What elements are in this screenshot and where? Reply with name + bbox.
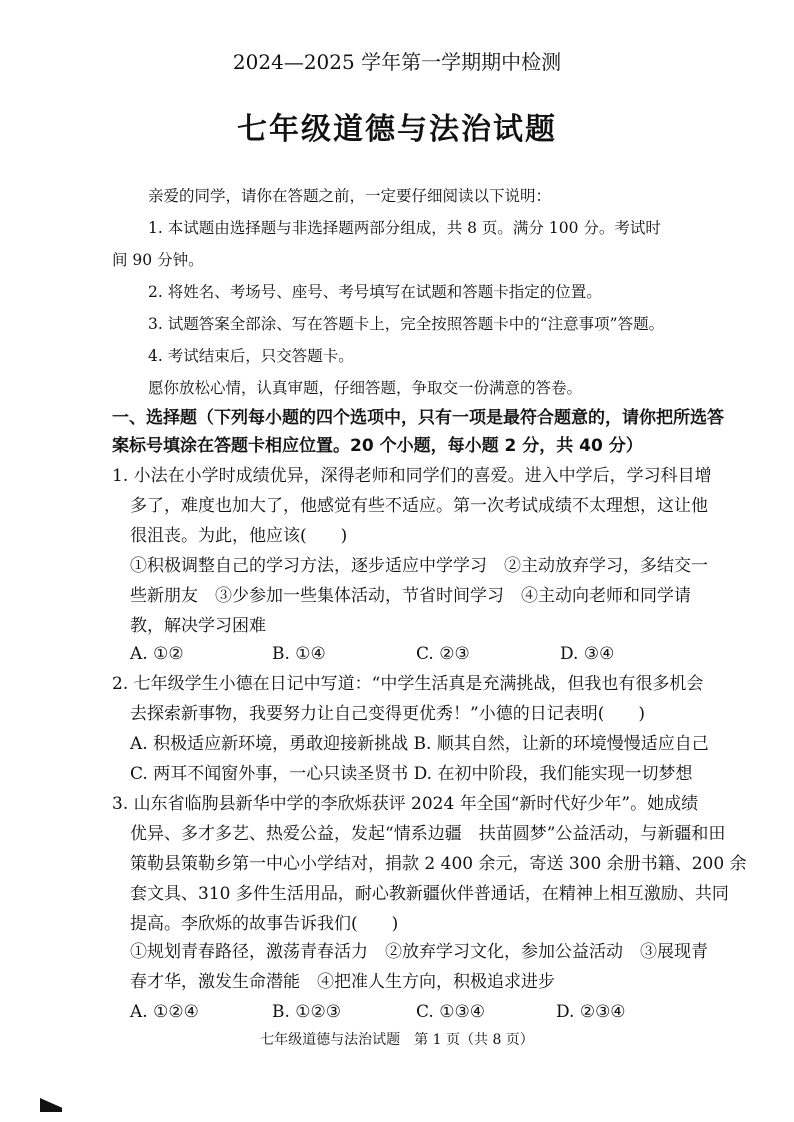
question-3-statements-line-2: 春才华，激发生命潜能 ④把准人生方向，积极追求进步 xyxy=(130,972,555,992)
question-1-option-a: A. ①② xyxy=(130,644,184,664)
question-2-line-2: 去探索新事物，我要努力让自己变得更优秀！”小德的日记表明( ) xyxy=(130,704,645,724)
question-1-option-b: B. ①④ xyxy=(272,644,326,664)
exam-term-header: 2024—2025 学年第一学期期中检测 xyxy=(232,50,562,74)
instructions-greeting: 亲爱的同学，请你在答题之前，一定要仔细阅读以下说明： xyxy=(148,187,552,205)
question-1-statements-line-2: 些新朋友 ③少参加一些集体活动，节省时间学习 ④主动向老师和同学请 xyxy=(130,586,691,606)
question-1-option-c: C. ②③ xyxy=(416,644,470,664)
instruction-1-line-1: 1. 本试题由选择题与非选择题两部分组成，共 8 页。满分 100 分。考试时 xyxy=(148,219,661,237)
question-1-option-d: D. ③④ xyxy=(560,644,615,664)
question-3-option-d: D. ②③④ xyxy=(556,1002,626,1022)
exam-title: 七年级道德与法治试题 xyxy=(237,112,557,147)
instruction-2: 2. 将姓名、考场号、座号、考号填写在试题和答题卡指定的位置。 xyxy=(148,283,602,301)
instruction-4: 4. 考试结束后，只交答题卡。 xyxy=(148,347,354,365)
question-2-line-1: 2. 七年级学生小德在日记中写道：“中学生活真是充满挑战，但我也有很多机会 xyxy=(112,674,704,694)
question-3-line-5: 提高。李欣烁的故事告诉我们( ) xyxy=(130,914,399,934)
question-3-option-b: B. ①②③ xyxy=(272,1002,342,1022)
question-1-statements-line-3: 教，解决学习困难 xyxy=(130,616,266,636)
question-3-option-c: C. ①③④ xyxy=(416,1002,485,1022)
instruction-1-line-2: 间 90 分钟。 xyxy=(112,251,204,269)
question-3-line-3: 策勒县策勒乡第一中心小学结对，捐款 2 400 余元，寄送 300 余册书籍、200 余 xyxy=(130,854,747,874)
question-1-line-2: 多了，难度也加大了，他感觉有些不适应。第一次考试成绩不太理想，这让他 xyxy=(130,496,708,516)
question-1-line-1: 1. 小法在小学时成绩优异，深得老师和同学们的喜爱。进入中学后，学习科目增 xyxy=(112,466,712,486)
question-3-statements-line-1: ①规划青春路径，激荡青春活力 ②放弃学习文化，参加公益活动 ③展现青 xyxy=(130,942,708,962)
scan-corner-mark xyxy=(40,1098,62,1112)
question-2-options-line-2: C. 两耳不闻窗外事，一心只读圣贤书 D. 在初中阶段，我们能实现一切梦想 xyxy=(130,764,693,784)
question-1-statements-line-1: ①积极调整自己的学习方法，逐步适应中学学习 ②主动放弃学习，多结交一 xyxy=(130,556,708,576)
question-3-line-2: 优异、多才多艺、热爱公益，发起“情系边疆 扶苗圆梦”公益活动，与新疆和田 xyxy=(130,824,726,844)
question-1-line-3: 很沮丧。为此，他应该( ) xyxy=(130,526,348,546)
question-2-options-line-1: A. 积极适应新环境，勇敢迎接新挑战 B. 顺其自然，让新的环境慢慢适应自己 xyxy=(130,734,709,754)
question-3-line-4: 套文具、310 多件生活用品，耐心教新疆伙伴普通话，在精神上相互激励、共同 xyxy=(130,884,729,904)
question-3-line-1: 3. 山东省临朐县新华中学的李欣烁获评 2024 年全国“新时代好少年”。她成绩 xyxy=(112,794,699,814)
instruction-3: 3. 试题答案全部涂、写在答题卡上，完全按照答题卡中的“注意事项”答题。 xyxy=(148,315,665,333)
section-1-heading-line-1: 一、选择题（下列每小题的四个选项中，只有一项是最符合题意的，请你把所选答 xyxy=(112,408,724,428)
instructions-closing: 愿你放松心情，认真审题，仔细答题，争取交一份满意的答卷。 xyxy=(148,379,583,397)
section-1-heading-line-2: 案标号填涂在答题卡相应位置。20 个小题，每小题 2 分，共 40 分） xyxy=(112,436,643,456)
question-3-option-a: A. ①②④ xyxy=(130,1002,199,1022)
page-footer: 七年级道德与法治试题 第 1 页（共 8 页） xyxy=(260,1032,534,1048)
